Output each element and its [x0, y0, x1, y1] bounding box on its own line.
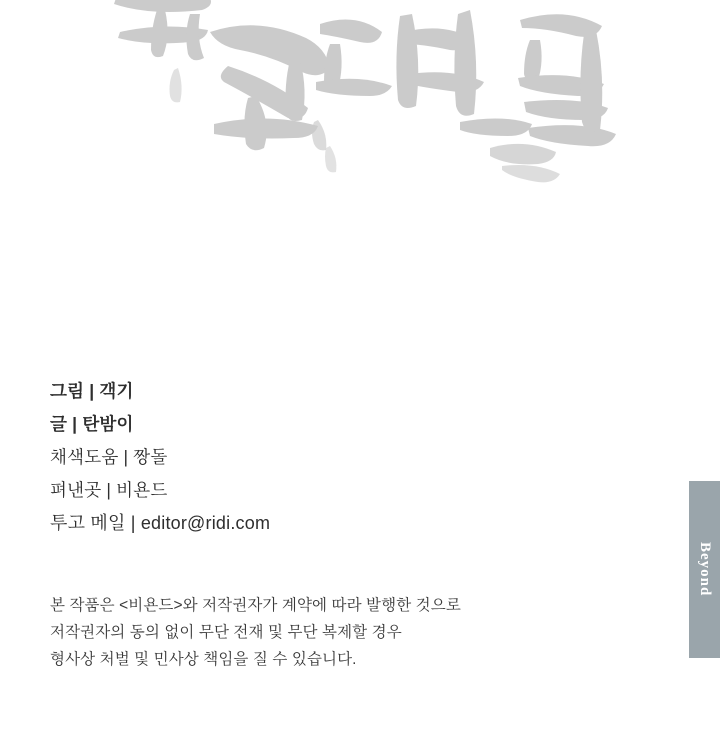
legal-line-2: 저작권자의 동의 없이 무단 전재 및 무단 복제할 경우 [50, 624, 402, 641]
credit-color-assist: 채색도움 | 짱돌 [50, 447, 168, 467]
legal-notice [50, 592, 610, 673]
legal-line-1: 본 작품은 <비욘드>와 저작권자가 계약에 따라 발행한 것으로 [50, 597, 461, 614]
credit-submission-email: 투고 메일 | editor@ridi.com [50, 513, 271, 533]
credit-publisher: 펴낸곳 | 비욘드 [50, 480, 168, 500]
legal-line-3: 형사상 처벌 및 민사상 책임을 질 수 있습니다. [50, 651, 357, 668]
credit-artist: 그림 | 객기 [50, 381, 134, 401]
title-brush-artwork [0, 0, 720, 220]
beyond-brand-label: Beyond [697, 542, 713, 597]
beyond-brand-tab [689, 481, 720, 658]
credit-writer: 글 | 탄밤이 [50, 414, 134, 434]
credits-block [50, 375, 570, 540]
